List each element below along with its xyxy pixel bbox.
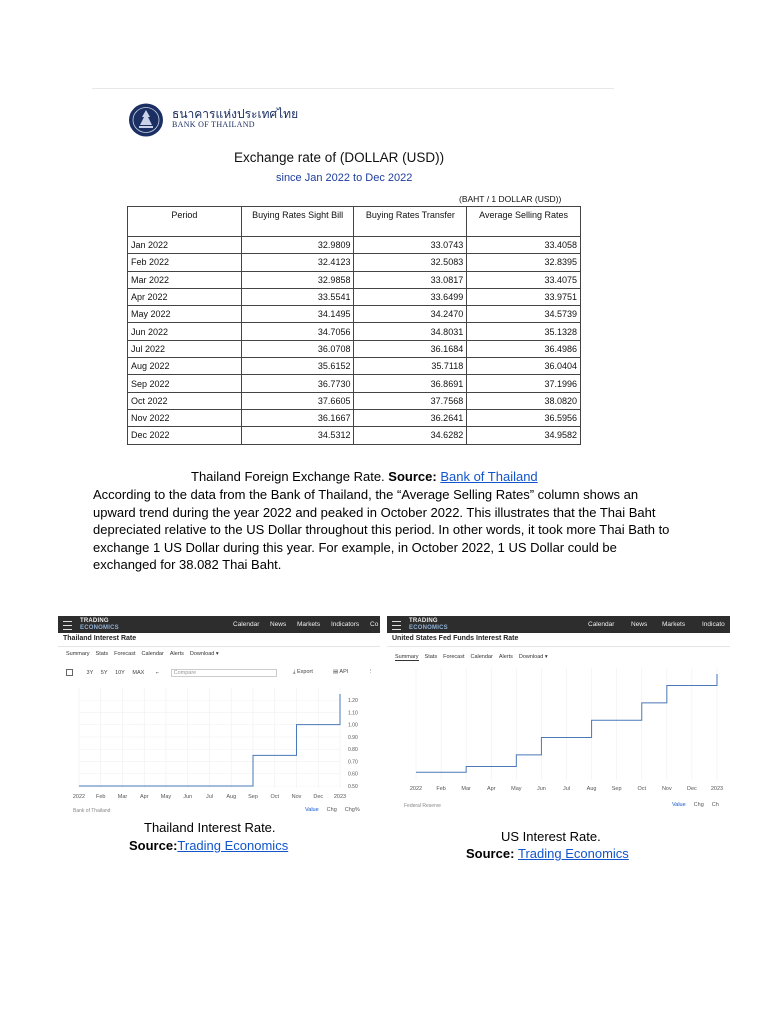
tab-calendar[interactable]: Calendar (141, 651, 164, 657)
rate-cell: 36.0708 (241, 340, 354, 357)
period-cell: Jan 2022 (128, 237, 242, 254)
table-row (128, 323, 581, 340)
tab-forecast[interactable]: Forecast (443, 654, 465, 660)
x-tick-label: May (511, 786, 522, 792)
tab-alerts[interactable]: Alerts (498, 654, 513, 660)
x-tick-label: May (160, 794, 172, 800)
y-tick-label: 1.00 (348, 722, 358, 729)
bank-of-thailand-seal-icon (128, 103, 164, 137)
y-tick-label: 0.50 (348, 784, 358, 790)
table-row (128, 237, 581, 254)
range-5y[interactable]: 5Y (100, 670, 108, 676)
nav-markets[interactable]: Markets (662, 621, 686, 628)
nav-calendar[interactable]: Calendar (233, 621, 260, 628)
tab-download[interactable]: Download ▾ (518, 654, 548, 660)
x-tick-label: Sep (248, 794, 258, 800)
period-cell: Mar 2022 (128, 271, 242, 288)
nav-countries[interactable]: Co (370, 621, 379, 628)
chart-footer-links (672, 802, 719, 808)
rate-cell: 33.0743 (354, 237, 467, 254)
trading-economics-logo[interactable]: TRADING ECONOMICS (80, 618, 119, 631)
table-row (128, 271, 581, 288)
x-tick-label: Aug (226, 794, 237, 800)
rate-cell: 34.9582 (467, 427, 581, 444)
tab-alerts[interactable]: Alerts (169, 651, 184, 657)
table-header-row (128, 207, 581, 237)
table-row (128, 288, 581, 305)
trading-economics-link[interactable]: Trading Economics (177, 838, 289, 853)
export-button[interactable]: ⤓ Export (293, 669, 313, 675)
x-tick-label: Jun (183, 794, 193, 800)
table-row (128, 306, 581, 323)
chart-source-footer: Federal Reserve (404, 803, 441, 809)
period-cell: Feb 2022 (128, 254, 242, 271)
chart-tabs (66, 651, 225, 657)
rate-cell: 33.0817 (354, 271, 467, 288)
period-cell: Jun 2022 (128, 323, 242, 340)
table-row (128, 358, 581, 375)
trading-economics-topbar (387, 616, 730, 633)
table-row (128, 427, 581, 444)
column-header: Buying Rates Transfer (354, 207, 467, 237)
chart-tabs (395, 654, 554, 660)
fx-caption (191, 469, 538, 484)
footer-chg-link[interactable]: Chg (326, 807, 337, 813)
table-row (128, 340, 581, 357)
trading-economics-logo[interactable]: TRADING ECONOMICS (409, 618, 448, 631)
y-tick-label: 0.70 (348, 759, 358, 766)
column-header: Buying Rates Sight Bill (241, 207, 354, 237)
table-row (128, 375, 581, 392)
table-body (128, 237, 581, 445)
x-tick-label: Dec (313, 794, 324, 800)
rate-cell: 32.9809 (241, 237, 354, 254)
x-tick-label: 2022 (409, 786, 423, 792)
rate-cell: 33.9751 (467, 288, 581, 305)
rate-cell: 36.2641 (354, 409, 467, 426)
exchange-rate-unit: (BAHT / 1 DOLLAR (USD)) (459, 194, 562, 204)
us-caption-source-label: Source: (466, 846, 519, 861)
rate-cell: 38.0820 (467, 392, 581, 409)
nav-indicators[interactable]: Indicato (702, 621, 725, 628)
rate-cell: 36.0404 (467, 358, 581, 375)
x-tick-label: Oct (637, 786, 647, 792)
tab-summary[interactable]: Summary (395, 654, 419, 660)
y-tick-label: 0.60 (348, 771, 358, 778)
fx-caption-source-label: Source: (388, 469, 437, 484)
range-3y[interactable]: 3Y (86, 670, 94, 676)
tab-stats[interactable]: Stats (95, 651, 109, 657)
x-tick-label: 2023 (710, 786, 724, 792)
thai-caption-source-label: Source: (129, 838, 178, 853)
table-row (128, 254, 581, 271)
x-tick-label: Mar (117, 794, 128, 800)
rate-cell: 32.9858 (241, 271, 354, 288)
us-rate-chart (387, 668, 730, 798)
x-tick-label: Oct (270, 794, 280, 800)
rate-cell: 33.4058 (467, 237, 581, 254)
rate-cell: 35.7118 (354, 358, 467, 375)
y-tick-label: 0.90 (348, 734, 358, 741)
period-cell: Apr 2022 (128, 288, 242, 305)
period-cell: Oct 2022 (128, 392, 242, 409)
range-max[interactable]: MAX (132, 670, 145, 676)
period-cell: May 2022 (128, 306, 242, 323)
rate-cell: 35.6152 (241, 358, 354, 375)
chart-footer-links (305, 807, 360, 813)
period-cell: Dec 2022 (128, 427, 242, 444)
x-tick-label: Nov (291, 794, 302, 800)
period-cell: Jul 2022 (128, 340, 242, 357)
thailand-interest-rate-screenshot (58, 616, 380, 818)
x-tick-label: Apr (139, 794, 149, 800)
period-cell: Aug 2022 (128, 358, 242, 375)
rate-cell: 37.6605 (241, 392, 354, 409)
rate-cell: 32.4123 (241, 254, 354, 271)
nav-indicators[interactable]: Indicators (331, 621, 360, 628)
rate-cell: 33.6499 (354, 288, 467, 305)
table-row (128, 409, 581, 426)
rate-cell: 34.7056 (241, 323, 354, 340)
rate-cell: 34.6282 (354, 427, 467, 444)
rate-cell: 36.8691 (354, 375, 467, 392)
tab-download[interactable]: Download ▾ (189, 651, 219, 657)
column-header: Average Selling Rates (467, 207, 581, 237)
calendar-icon[interactable] (66, 669, 73, 676)
period-cell: Nov 2022 (128, 409, 242, 426)
chart-toolbar (66, 669, 277, 677)
chart-source-footer: Bank of Thailand (73, 808, 111, 814)
x-tick-label: Jul (205, 794, 214, 800)
menu-icon[interactable] (392, 621, 401, 630)
nav-markets[interactable]: Markets (297, 621, 321, 628)
y-tick-label: 0.80 (348, 747, 358, 754)
trading-economics-link[interactable]: Trading Economics (518, 846, 629, 861)
x-tick-label: Jun (536, 786, 546, 792)
compare-input[interactable]: Compare (171, 669, 277, 677)
rate-cell: 36.1667 (241, 409, 354, 426)
nav-news[interactable]: News (270, 621, 287, 628)
x-tick-label: Jul (562, 786, 571, 792)
nav-news[interactable]: News (631, 621, 648, 628)
rate-cell: 34.8031 (354, 323, 467, 340)
x-tick-label: Aug (586, 786, 597, 792)
rate-cell: 33.4075 (467, 271, 581, 288)
us-caption-source (466, 846, 629, 861)
rate-cell: 36.1684 (354, 340, 467, 357)
bank-name-thai: ธนาคารแห่งประเทศไทย (172, 107, 299, 121)
us-caption-line1: US Interest Rate. (501, 829, 601, 844)
chart-title: Thailand Interest Rate (63, 635, 137, 642)
footer-value-link[interactable]: Value (305, 807, 319, 813)
rate-cell: 34.1495 (241, 306, 354, 323)
rate-cell: 34.5739 (467, 306, 581, 323)
thailand-rate-chart (58, 682, 380, 802)
fx-caption-text: Thailand Foreign Exchange Rate. (191, 469, 389, 484)
exchange-rate-subtitle: since Jan 2022 to Dec 2022 (276, 172, 413, 184)
rate-cell: 34.2470 (354, 306, 467, 323)
thai-caption-source (129, 838, 288, 853)
range-10y[interactable]: 10Y (115, 670, 125, 676)
rate-cell: 37.7568 (354, 392, 467, 409)
tab-calendar[interactable]: Calendar (470, 654, 493, 660)
rate-cell: 33.5541 (241, 288, 354, 305)
analysis-paragraph: According to the data from the Bank of Thailand, the “Average Selling Rates” column shows an upward trend during the year 2022 and peaked in October 2022. This illustrates that the Thai Baht depreciated relative to the US Dollar throughout this period. In other words, it took more Thai Bath to exchange 1 US Dollar during this year. For example, in October 2022, 1 US Dollar could be exchanged for 38.082 Thai Baht. (93, 487, 670, 573)
tab-stats[interactable]: Stats (424, 654, 438, 660)
table-row (128, 392, 581, 409)
rate-cell: 36.7730 (241, 375, 354, 392)
rate-cell: 34.5312 (241, 427, 354, 444)
chart-type-icon[interactable]: ⌐ (155, 670, 160, 676)
rate-cell: 32.8395 (467, 254, 581, 271)
period-cell: Sep 2022 (128, 375, 242, 392)
rate-cell: 37.1996 (467, 375, 581, 392)
bank-of-thailand-link[interactable]: Bank of Thailand (440, 469, 538, 484)
y-tick-label: 1.20 (348, 698, 358, 705)
thai-caption-line1: Thailand Interest Rate. (144, 820, 276, 835)
chart-title: United States Fed Funds Interest Rate (392, 635, 519, 642)
trading-economics-topbar (58, 616, 380, 633)
exchange-rate-table (127, 206, 581, 445)
x-tick-label: Dec (687, 786, 697, 792)
footer-chg-link[interactable]: Chg (693, 802, 704, 808)
tab-summary[interactable]: Summary (66, 651, 90, 657)
api-button[interactable]: ▤ API (333, 669, 349, 675)
nav-calendar[interactable]: Calendar (588, 621, 615, 628)
x-tick-label: 2023 (333, 794, 347, 800)
rate-cell: 36.5956 (467, 409, 581, 426)
x-tick-label: Apr (486, 786, 496, 792)
rate-cell: 35.1328 (467, 323, 581, 340)
rate-cell: 32.5083 (354, 254, 467, 271)
x-tick-label: Mar (461, 786, 471, 792)
exchange-rate-title: Exchange rate of (DOLLAR (USD)) (234, 150, 445, 165)
rate-cell: 36.4986 (467, 340, 581, 357)
x-tick-label: Feb (436, 786, 446, 792)
tab-forecast[interactable]: Forecast (114, 651, 136, 657)
menu-icon[interactable] (63, 621, 72, 630)
us-interest-rate-screenshot (387, 616, 730, 812)
footer-chgpct-link[interactable]: Chg% (344, 807, 360, 813)
footer-chgpct-link[interactable]: Ch (711, 802, 719, 808)
more-options-icon[interactable]: ⋮ (368, 669, 374, 675)
bank-name-english: BANK OF THAILAND (172, 120, 255, 129)
x-tick-label: Nov (661, 786, 672, 792)
footer-value-link[interactable]: Value (672, 802, 686, 808)
x-tick-label: Sep (611, 786, 622, 792)
x-tick-label: Feb (96, 794, 106, 800)
figure-top-rule (92, 88, 614, 89)
x-tick-label: 2022 (72, 794, 86, 800)
y-tick-label: 1.10 (348, 710, 358, 717)
column-header: Period (128, 207, 242, 237)
